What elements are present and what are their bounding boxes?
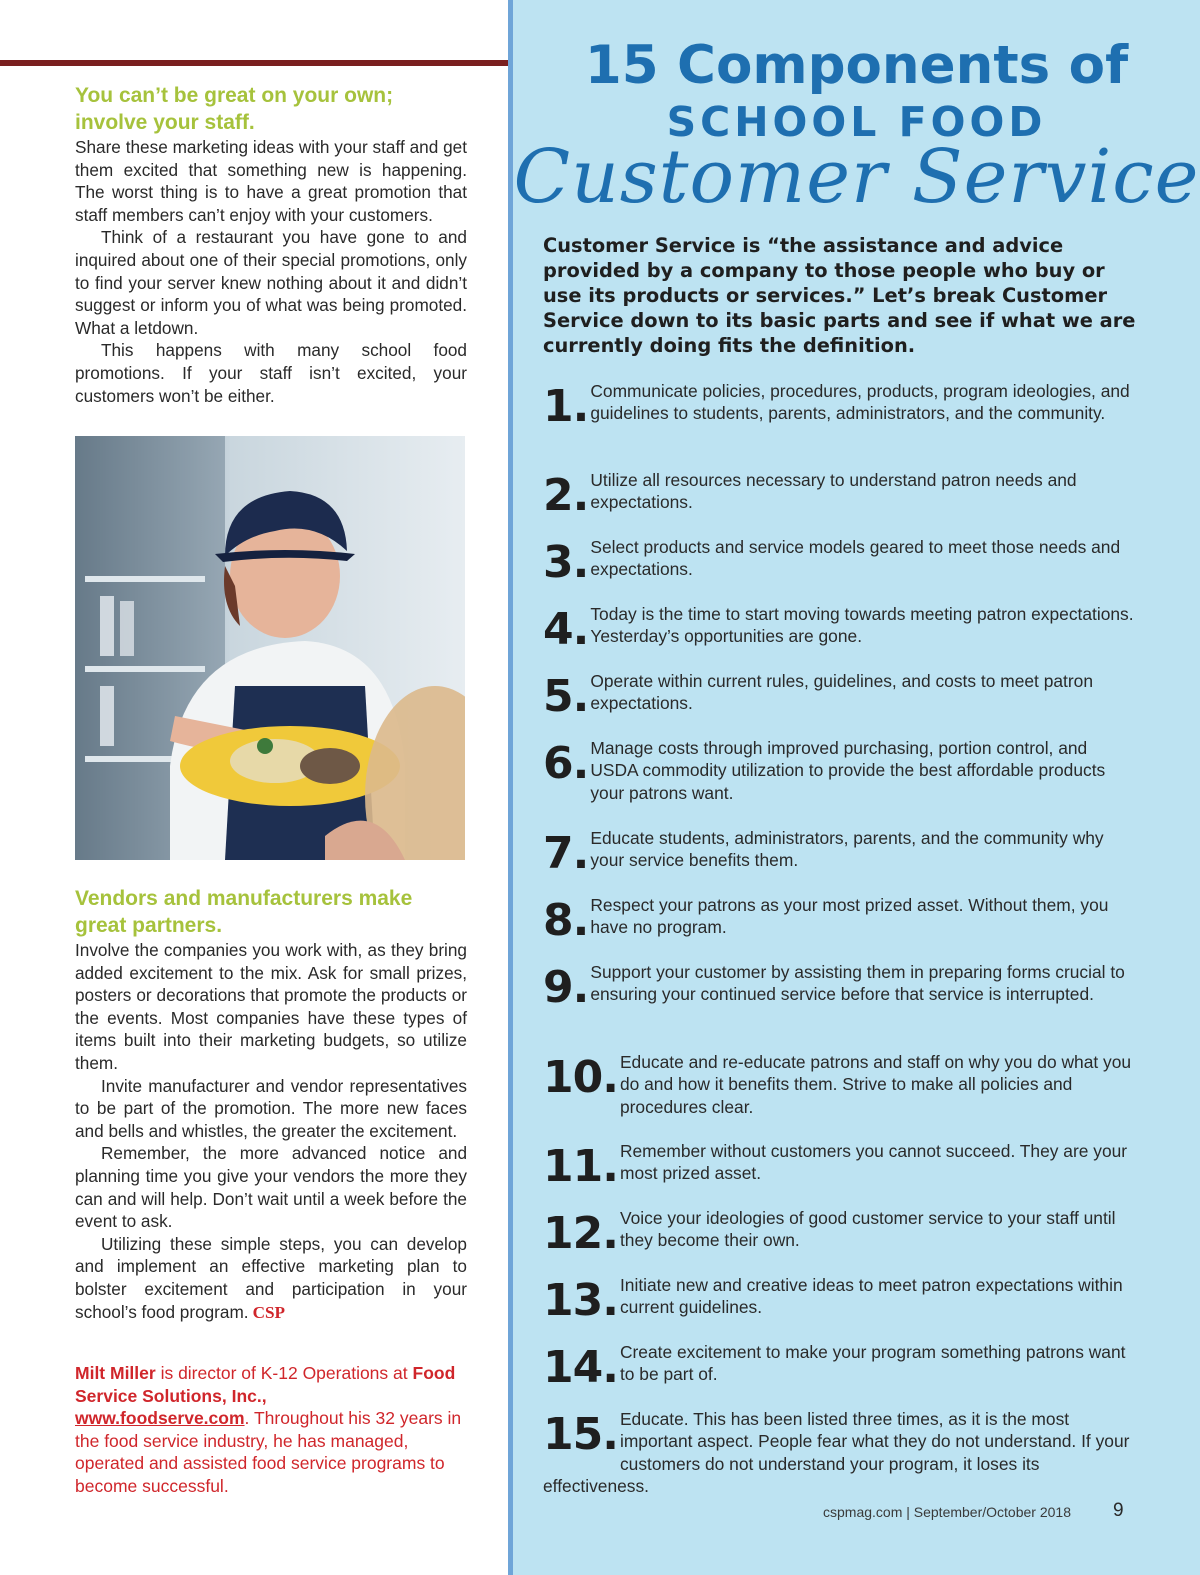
list-item [543,469,1138,521]
item-text: Voice your ideologies of good customer service to your staff until they become their own. [619,1208,1116,1251]
paragraph-text: Utilizing these simple steps, you can develop and implement an effective marketing plan to bolster excitement and participation in your school’s food program. [75,1233,467,1322]
item-text: Operate within current rules, guidelines, and costs to meet patron expectations. [590,671,1094,714]
item-text: Respect your patrons as your most prized asset. Without them, you have no program. [590,895,1109,938]
item-text: Remember without customers you cannot succeed. They are your most prized asset. [619,1141,1128,1184]
paragraph [75,1233,467,1324]
list-item [543,894,1138,946]
panel-intro: Customer Service is “the assistance and advice provided by a company to those people who buy or use its products or services.” Let’s break Customer Service down to its basic parts and see if what we are currently doing fits the definition. [543,234,1136,357]
panel-title-line1: 15 Components of [584,35,1129,96]
author-name: Milt Miller [75,1363,156,1383]
item-number: 13. [543,1275,618,1326]
page-footer: cspmag.com | September/October 2018 [823,1504,1071,1520]
left-column-top [75,82,467,407]
paragraph: Remember, the more advanced notice and planning time you give your vendors the more they can and will help. Don’t wait until a week before the event to ask. [75,1143,467,1232]
list-item [543,737,1138,804]
list-item [543,670,1138,722]
item-number: 8. [543,895,589,946]
list-item [543,1051,1138,1118]
item-number: 9. [543,962,589,1013]
paragraph: Think of a restaurant you have gone to and inquired about one of their special promotions, only to find your server knew nothing about it and didn’t suggest or inform you of what was being promoted. What a letdown. [75,227,467,338]
item-text: Today is the time to start moving towards meeting patron expectations. Yesterday’s opportunities are gone. [590,604,1134,647]
item-text: Educate students, administrators, parents, and the community why your service benefits them. [590,828,1104,871]
item-text: Educate. This has been listed three times, as it is the most important aspect. People fear what they do not understand. If your customers do not understand your program, it loses its effectiveness. [543,1409,1130,1497]
item-number: 10. [543,1052,618,1103]
section-heading-staff: You can’t be great on your own; involve your staff. [75,84,394,134]
item-text: Initiate new and creative ideas to meet patron expectations within current guidelines. [619,1275,1123,1318]
item-text: Utilize all resources necessary to understand patron needs and expectations. [590,470,1077,513]
left-column-bottom [75,885,467,1324]
item-number: 1. [543,381,589,432]
author-bio-rest: . Throughout his 32 years in the food service industry, he has managed, operated and assisted food service programs to become successful. [75,1408,462,1496]
item-number: 5. [543,671,589,722]
item-text: Create excitement to make your program something patrons want to be part of. [619,1342,1126,1385]
list-item [543,1341,1138,1393]
list-item [543,961,1138,1013]
item-number: 4. [543,604,589,655]
item-number: 14. [543,1342,618,1393]
paragraph: This happens with many school food promotions. If your staff isn’t excited, your customers won’t be either. [75,340,467,406]
list-item [543,827,1138,879]
list-item [543,536,1138,588]
item-number: 11. [543,1141,618,1192]
item-number: 3. [543,537,589,588]
item-number: 6. [543,738,589,789]
author-bio [75,1362,467,1498]
list-item [543,1140,1138,1192]
section-heading-vendors: Vendors and manufacturers make great partners. [75,887,413,937]
author-role: is director of K-12 Operations at [155,1363,413,1383]
item-number: 7. [543,828,589,879]
paragraph: Involve the companies you work with, as they bring added excitement to the mix. Ask for small prizes, posters or decorations that promote the products or the events. Most companies have these types of items built into their marketing budgets, so utilize them. [75,940,467,1073]
panel-title-script: Customer Service [513,134,1200,220]
cafeteria-worker-photo [75,436,465,860]
item-number: 15. [543,1409,618,1460]
page-number: 9 [1113,1500,1124,1521]
list-item [543,1207,1138,1259]
item-text: Select products and service models geared to meet those needs and expectations. [590,537,1121,580]
item-text: Communicate policies, procedures, products, program ideologies, and guidelines to students, parents, administrators, and the community. [590,381,1130,424]
item-text: Manage costs through improved purchasing, portion control, and USDA commodity utilization to provide the best affordable products your patrons want. [590,738,1106,803]
item-text: Educate and re-educate patrons and staff on why you do what you do and how it benefits them. Strive to make all policies and procedures clear. [619,1052,1132,1117]
author-website-link[interactable]: www.foodserve.com [75,1408,245,1429]
list-item [543,1274,1138,1326]
customer-service-panel [508,0,1200,1575]
csp-end-mark: CSP [252,1302,286,1322]
top-rule [0,60,508,66]
list-item [543,380,1138,432]
paragraph: Invite manufacturer and vendor representatives to be part of the promotion. The more new faces and bells and whistles, the greater the excitement. [75,1075,467,1141]
item-text: Support your customer by assisting them in preparing forms crucial to ensuring your continued service before that service is interrupted. [590,962,1125,1005]
list-item [543,603,1138,655]
panel-title-line2: SCHOOL FOOD [666,98,1047,146]
list-item [543,1408,1138,1498]
item-number: 2. [543,470,589,521]
author-company: Food Service Solutions, Inc., [75,1363,456,1406]
paragraph: Share these marketing ideas with your staff and get them excited that something new is happening. The worst thing is to have a great promotion that staff members can’t enjoy with your customers. [75,137,467,225]
item-number: 12. [543,1208,618,1259]
